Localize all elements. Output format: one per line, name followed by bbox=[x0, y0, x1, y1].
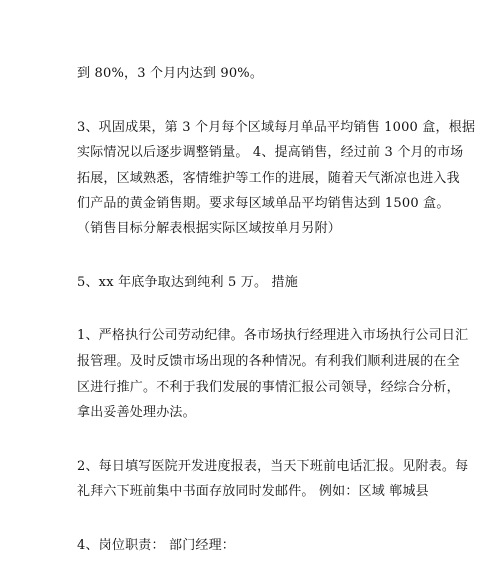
text-line-14: 4、岗位职责： 部门经理： bbox=[77, 538, 236, 553]
text-line-2: 3、巩固成果，第 3 个月每个区域每月单品平均销售 1000 盒，根据 bbox=[77, 120, 476, 135]
text-line-12: 2、每日填写医院开发进度报表，当天下班前电话汇报。见附表。每 bbox=[77, 459, 469, 474]
text-line-6: （销售目标分解表根据实际区域按单月另附） bbox=[77, 221, 342, 236]
text-line-7: 5、xx 年底争取达到纯利 5 万。 措施 bbox=[77, 275, 298, 290]
text-line-5: 们产品的黄金销售期。要求每区域单品平均销售达到 1500 盒。 bbox=[77, 196, 450, 211]
text-line-9: 报管理。及时反馈市场出现的各种情况。有利我们顺利进展的在全 bbox=[77, 354, 460, 369]
text-line-3: 实际情况以后逐步调整销量。 4、提高销售，经过前 3 个月的市场 bbox=[77, 145, 464, 160]
text-line-10: 区进行推广。不利于我们发展的事情汇报公司领导，经综合分析， bbox=[77, 380, 460, 395]
text-line-1: 到 80%，3 个月内达到 90%。 bbox=[77, 66, 264, 81]
text-line-8: 1、严格执行公司劳动纪律。各市场执行经理进入市场执行公司日汇 bbox=[77, 328, 469, 343]
text-line-13: 礼拜六下班前集中书面存放同时发邮件。 例如：区域 郸城县 bbox=[77, 484, 429, 499]
text-line-11: 拿出妥善处理办法。 bbox=[77, 405, 196, 420]
text-line-4: 拓展，区域熟悉，客情维护等工作的进展，随着天气渐凉也进入我 bbox=[77, 171, 460, 186]
